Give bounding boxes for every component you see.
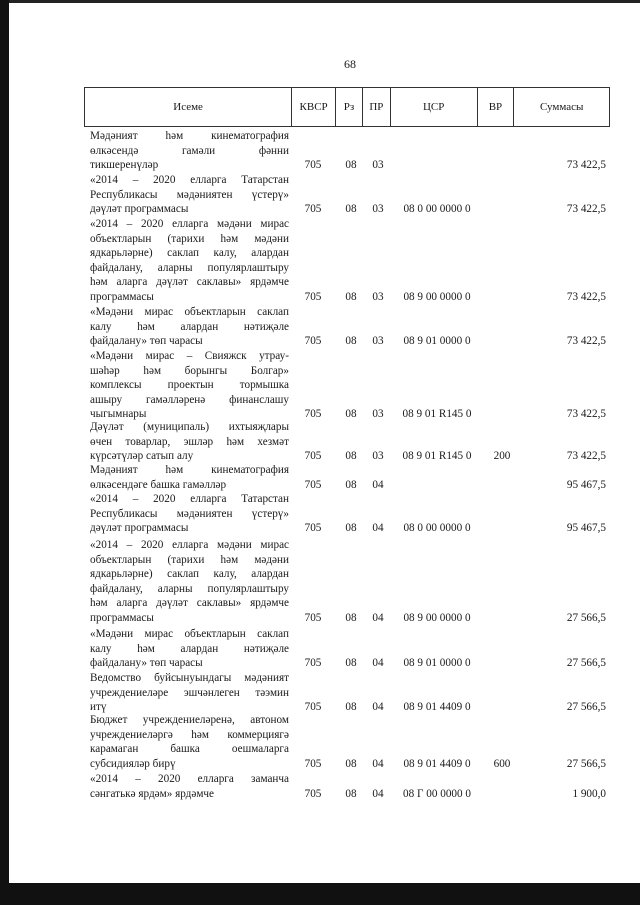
row-name: [90, 463, 289, 492]
row-name-line: файдалану, аларны популярлаштыру: [90, 582, 289, 595]
row-name: [90, 217, 289, 305]
row-name-line: «2014 – 2020 елларга Татарстан: [90, 174, 289, 186]
row-name-line: һәм аларга дәүләт саклавы» ярдәмче: [90, 597, 289, 610]
cell-kvsr: 705: [304, 757, 322, 770]
cell-kvsr: 705: [304, 478, 322, 491]
cell-sum: 73 422,5: [566, 203, 606, 216]
cell-sum: 27 566,5: [566, 657, 606, 670]
cell-pr: 03: [372, 291, 384, 303]
row-name-line: файдалану» төп чарасы: [90, 657, 203, 670]
cell-kvsr: 705: [304, 291, 322, 303]
row-name-line: «2014 – 2020 елларга мәдәни мирас: [90, 218, 289, 230]
cell-sum: 1 900,0: [572, 787, 606, 800]
header-rz: Рз: [336, 88, 363, 126]
row-name-line: һәм аларга дәүләт саклавы» ярдәмче: [90, 276, 289, 289]
row-name-line: тикшеренүләр: [90, 159, 159, 172]
cell-pr: 03: [372, 450, 384, 463]
cell-sum: 27 566,5: [566, 701, 606, 714]
cell-rz: 08: [345, 612, 357, 624]
cell-pr: 04: [372, 478, 384, 491]
row-name-line: карамаган башка оешмаларга: [90, 743, 289, 756]
cell-kvsr: 705: [304, 522, 322, 535]
cell-pr: 04: [372, 522, 384, 535]
cell-rz: 08: [345, 291, 357, 303]
row-name-line: калу һәм алардан нәтиҗәле: [90, 320, 289, 333]
row-name-line: Бюджет учреждениеләренә, автоном: [90, 714, 289, 726]
cell-rz: 08: [345, 757, 357, 770]
row-name-line: шәһәр һәм борынгы Болгар»: [90, 364, 289, 377]
row-name: [90, 173, 289, 217]
row-name-line: ядкарьләрне) саклап калу, алардан: [90, 568, 289, 581]
cell-kvsr: 705: [304, 701, 322, 714]
cell-rz: 08: [345, 335, 357, 348]
cell-rz: 08: [345, 701, 357, 714]
row-name: [90, 492, 289, 536]
row-name-line: учреждениеләре эшчәнлеген тәэмин: [90, 686, 289, 699]
cell-sum: 27 566,5: [566, 612, 606, 624]
header-kvsr: КВСР: [292, 88, 336, 126]
row-name-line: учреждениеләргә һәм коммерциягә: [90, 728, 289, 741]
cell-sum: 73 422,5: [566, 291, 606, 303]
row-name-line: программасы: [90, 611, 154, 624]
cell-vr: 200: [493, 450, 511, 463]
row-name-line: өлкәсендә гамәли фәнни: [90, 144, 289, 157]
row-name-line: Мәдәният һәм кинематография: [90, 464, 289, 476]
cell-sum: 73 422,5: [566, 450, 606, 463]
row-name-line: «Мәдәни мирас объектларын саклап: [90, 306, 289, 318]
cell-rz: 08: [345, 657, 357, 670]
row-name: [90, 713, 289, 771]
row-name-line: ашыру гамәлләренә финанслашу: [90, 393, 289, 406]
header-pr: ПР: [363, 88, 391, 126]
cell-rz: 08: [345, 203, 357, 216]
cell-sum: 95 467,5: [566, 478, 606, 491]
row-name-line: ядкарьләрне) саклап калу, алардан: [90, 247, 289, 260]
row-name-line: «2014 – 2020 елларга заманча: [90, 773, 289, 785]
row-name-line: объектларын (тарихи һәм мәдәни: [90, 232, 289, 245]
row-name-line: күрсәтүләр сатып алу: [90, 450, 194, 463]
row-name: [90, 538, 289, 626]
row-name: [90, 305, 289, 349]
header-csr: ЦСР: [391, 88, 478, 126]
cell-rz: 08: [345, 478, 357, 491]
row-name-line: дәүләт программасы: [90, 203, 189, 216]
cell-pr: 03: [372, 335, 384, 348]
row-name: [90, 420, 289, 464]
cell-csr: 08 9 00 0000 0: [403, 612, 471, 624]
row-name: [90, 772, 289, 801]
cell-csr: 08 9 01 4409 0: [403, 757, 471, 770]
cell-rz: 08: [345, 787, 357, 800]
row-name-line: Республикасы мәдәниятен үстерү»: [90, 507, 289, 520]
cell-kvsr: 705: [304, 657, 322, 670]
cell-rz: 08: [345, 408, 357, 421]
cell-sum: 73 422,5: [566, 408, 606, 421]
cell-csr: 08 9 01 0000 0: [403, 335, 471, 348]
cell-kvsr: 705: [304, 203, 322, 216]
cell-pr: 03: [372, 159, 384, 172]
cell-pr: 04: [372, 657, 384, 670]
cell-csr: 08 9 01 R145 0: [402, 408, 472, 421]
cell-pr: 04: [372, 757, 384, 770]
cell-kvsr: 705: [304, 450, 322, 463]
row-name-line: «2014 – 2020 елларга мәдәни мирас: [90, 539, 289, 551]
cell-rz: 08: [345, 450, 357, 463]
cell-csr: 08 9 01 R145 0: [402, 450, 472, 463]
cell-kvsr: 705: [304, 335, 322, 348]
header-sum: Суммасы: [539, 101, 584, 113]
row-name-line: Ведомство буйсынуындагы мәдәният: [90, 672, 289, 684]
row-name-line: Мәдәният һәм кинематография: [90, 130, 289, 142]
row-name-line: объектларын (тарихи һәм мәдәни: [90, 553, 289, 566]
cell-csr: 08 9 01 0000 0: [403, 657, 471, 670]
cell-sum: 73 422,5: [566, 335, 606, 348]
cell-csr: 08 9 01 4409 0: [403, 701, 471, 714]
cell-rz: 08: [345, 522, 357, 535]
cell-csr: 08 0 00 0000 0: [403, 203, 471, 216]
cell-csr: 08 0 00 0000 0: [403, 522, 471, 535]
row-name-line: калу һәм алардан нәтиҗәле: [90, 642, 289, 655]
cell-sum: 73 422,5: [566, 159, 606, 172]
page-number: 68: [344, 57, 356, 71]
cell-pr: 04: [372, 787, 384, 800]
row-name-line: өлкәсендәге башка гамәлләр: [90, 478, 227, 491]
cell-rz: 08: [345, 159, 357, 172]
row-name-line: файдалану, аларны популярлаштыру: [90, 261, 289, 274]
row-name-line: субсидияләр бирү: [90, 757, 176, 770]
cell-kvsr: 705: [304, 408, 322, 421]
row-name-line: «Мәдәни мирас – Свияжск утрау-: [90, 350, 289, 362]
row-name-line: дәүләт программасы: [90, 522, 189, 535]
cell-vr: 600: [493, 757, 511, 770]
row-name: [90, 349, 289, 422]
row-name-line: «Мәдәни мирас объектларын саклап: [90, 628, 289, 640]
cell-kvsr: 705: [304, 159, 322, 172]
cell-csr: 08 9 00 0000 0: [403, 291, 471, 303]
row-name-line: сәнгатькә ярдәм» ярдәмче: [90, 787, 215, 800]
row-name-line: комплексы проектын тормышка: [90, 379, 289, 392]
cell-sum: 95 467,5: [566, 522, 606, 535]
cell-sum: 27 566,5: [566, 757, 606, 770]
cell-kvsr: 705: [304, 612, 322, 624]
cell-pr: 03: [372, 408, 384, 421]
row-name-line: Дәүләт (муниципаль) ихтыяҗлары: [90, 421, 289, 433]
row-name-line: «2014 – 2020 елларга Татарстан: [90, 493, 289, 505]
row-name-line: файдалану» төп чарасы: [90, 335, 203, 348]
row-name-line: чыгымнары: [90, 408, 147, 421]
row-name-line: Республикасы мәдәниятен үстерү»: [90, 188, 289, 201]
row-name-line: программасы: [90, 290, 154, 303]
header-vr: ВР: [478, 88, 515, 126]
cell-pr: 04: [372, 701, 384, 714]
cell-pr: 03: [372, 203, 384, 216]
header-name: Исеме: [85, 88, 292, 126]
cell-pr: 04: [372, 612, 384, 624]
row-name: [90, 129, 289, 173]
cell-csr: 08 Г 00 0000 0: [403, 787, 471, 800]
row-name: [90, 671, 289, 715]
row-name-line: өчен товарлар, эшләр һәм хезмәт: [90, 435, 289, 448]
cell-kvsr: 705: [304, 787, 322, 800]
row-name: [90, 627, 289, 671]
row-name-line: итү: [90, 701, 107, 714]
